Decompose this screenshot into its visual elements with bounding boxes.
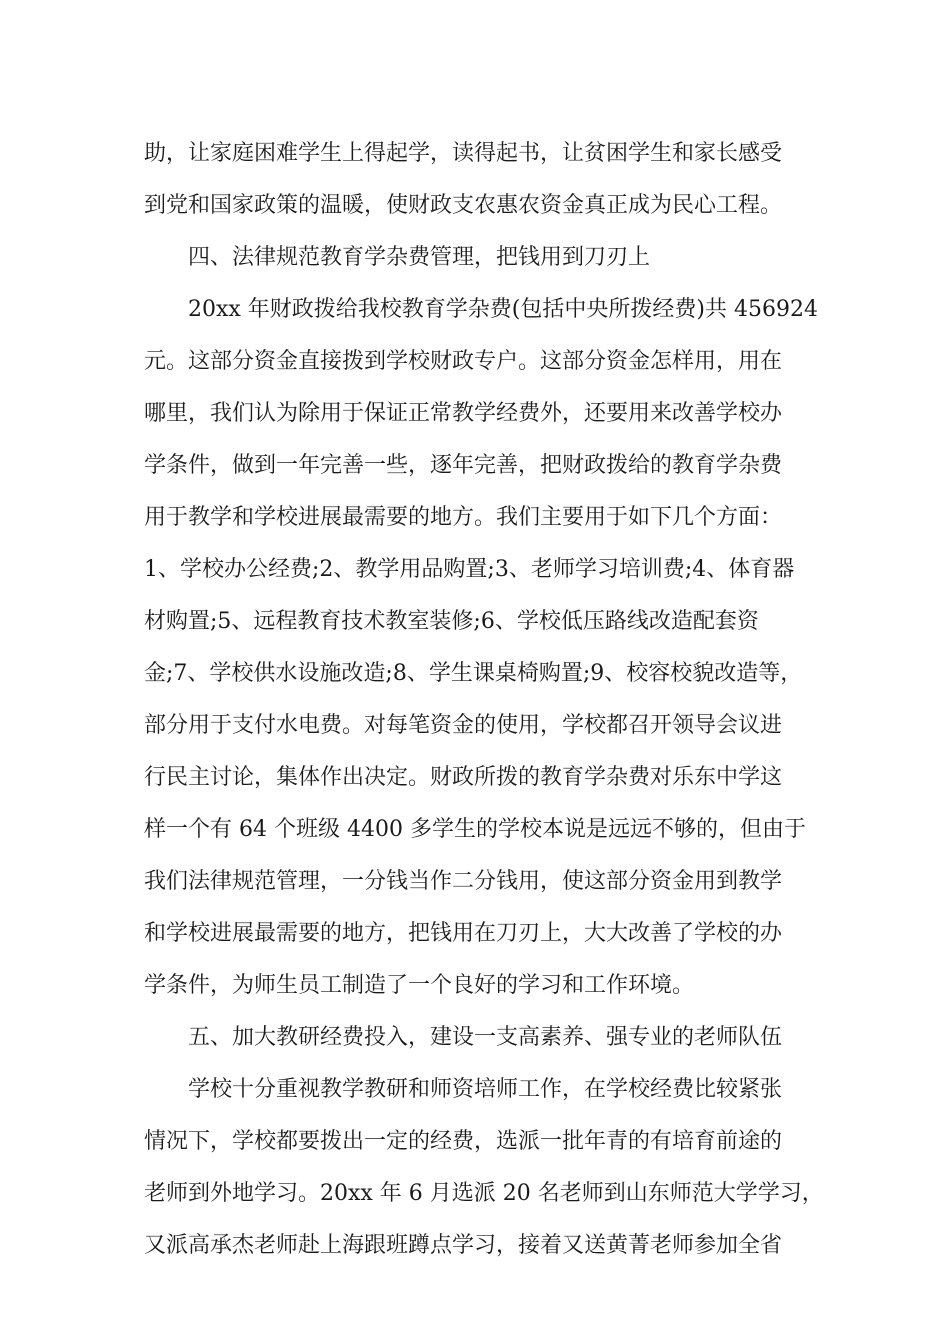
document-body — [144, 128, 824, 1272]
text-line: 元。这部分资金直接拨到学校财政专户。这部分资金怎样用，用在 — [144, 349, 783, 374]
text-line: 20xx 年财政拨给我校教育学杂费(包括中央所拨经费)共 456924 — [188, 297, 818, 322]
text-line: 学条件，为师生员工制造了一个良好的学习和工作环境。 — [144, 973, 695, 998]
text-line: 又派高承杰老师赴上海跟班蹲点学习，接着又送黄菁老师参加全省 — [144, 1233, 783, 1258]
text-line: 材购置;5、远程教育技术教室装修;6、学校低压路线改造配套资 — [144, 609, 759, 634]
text-line: 哪里，我们认为除用于保证正常教学经费外，还要用来改善学校办 — [144, 401, 783, 426]
text-line: 样一个有 64 个班级 4400 多学生的学校本说是远远不够的，但由于 — [144, 817, 806, 842]
text-line: 和学校进展最需要的地方，把钱用在刀刃上，大大改善了学校的办 — [144, 921, 783, 946]
text-line: 金;7、学校供水设施改造;8、学生课桌椅购置;9、校容校貌改造等， — [144, 661, 803, 686]
section-heading: 四、法律规范教育学杂费管理，把钱用到刀刃上 — [188, 245, 651, 270]
text-line: 部分用于支付水电费。对每笔资金的使用，学校都召开领导会议进 — [144, 713, 783, 738]
text-line: 1、学校办公经费;2、教学用品购置;3、老师学习培训费;4、体育器 — [144, 557, 795, 582]
section-heading: 五、加大教研经费投入，建设一支高素养、强专业的老师队伍 — [188, 1025, 783, 1050]
text-line: 情况下，学校都要拨出一定的经费，选派一批年青的有培育前途的 — [144, 1129, 783, 1154]
text-line: 我们法律规范管理，一分钱当作二分钱用，使这部分资金用到教学 — [144, 869, 783, 894]
text-line: 学校十分重视教学教研和师资培师工作，在学校经费比较紧张 — [188, 1077, 783, 1102]
text-line: 老师到外地学习。20xx 年 6 月选派 20 名老师到山东师范大学学习， — [144, 1181, 824, 1206]
text-line: 助，让家庭困难学生上得起学，读得起书，让贫困学生和家长感受 — [144, 141, 783, 166]
text-line: 到党和国家政策的温暖，使财政支农惠农资金真正成为民心工程。 — [144, 193, 783, 218]
text-line: 行民主讨论，集体作出决定。财政所拨的教育学杂费对乐东中学这 — [144, 765, 783, 790]
text-line: 用于教学和学校进展最需要的地方。我们主要用于如下几个方面： — [144, 505, 783, 530]
text-line: 学条件，做到一年完善一些，逐年完善，把财政拨给的教育学杂费 — [144, 453, 783, 478]
